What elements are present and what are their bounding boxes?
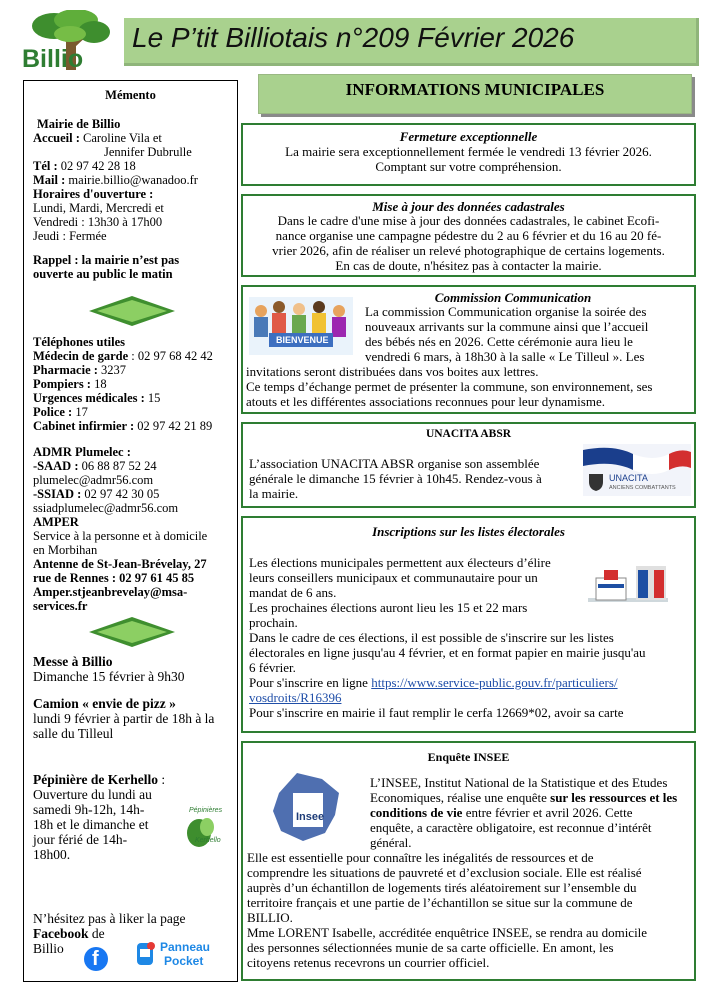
communication-line-2: nouveaux arrivants sur la commune ainsi que l’accueil <box>365 319 649 334</box>
insee-line-13: citoyens retenus recevrons un courrier officiel. <box>247 955 490 970</box>
rappel-line-2: ouverte au public le matin <box>33 267 173 281</box>
elections-line-6: Dans le cadre de ces élections, il est possible de s'inscrire sur les listes <box>249 630 614 645</box>
cabinet-line: Cabinet infirmier : 02 97 42 21 89 <box>33 419 213 433</box>
antenne-line-4: services.fr <box>33 599 88 613</box>
elections-line-7: électorales en ligne jusqu'au 4 février, et en format papier en mairie jusqu'au <box>249 645 646 660</box>
unacita-logo <box>583 444 691 496</box>
pepiniere-logo-text-2: Kerhello <box>195 837 221 844</box>
unacita-logo-subtext: ANCIENS COMBATTANTS <box>609 485 676 491</box>
horaires-title: Horaires d'ouverture : <box>33 187 154 201</box>
pepiniere-line-5: 18h00. <box>33 847 71 862</box>
unacita-line-1: L’association UNACITA ABSR organise son assemblée <box>249 456 540 471</box>
bienvenue-text: BIENVENUE <box>276 335 329 345</box>
unacita-box <box>241 422 696 508</box>
police-line: Police : 17 <box>33 405 88 419</box>
cadastre-line-2: nance organise une campagne pédestre du 2 au 6 février et du 16 au 20 fé- <box>275 228 662 243</box>
phone-icon <box>134 941 156 967</box>
crowd-icon <box>249 297 353 355</box>
amper-title: AMPER <box>33 515 79 529</box>
pompiers-line: Pompiers : 18 <box>33 377 107 391</box>
section-header <box>258 74 692 114</box>
fermeture-box <box>241 123 696 186</box>
pepiniere-line-4: jour férié de 14h- <box>33 832 128 847</box>
antenne-line-1: Antenne de St-Jean-Brévelay, 27 <box>33 557 207 571</box>
insee-line-1: L’INSEE, Institut National de la Statistique et des Etudes <box>370 775 668 790</box>
insee-logo-text: Insee <box>296 811 325 823</box>
france-map-icon <box>267 771 347 843</box>
insee-line-3: conditions de vie entre février et avril 2026. Cette <box>370 805 633 820</box>
service-public-link[interactable]: https://www.service-public.gouv.fr/particuliers/ <box>371 675 618 690</box>
insee-title: Enquête INSEE <box>427 750 510 764</box>
memento-sidebar <box>23 80 238 982</box>
accueil-line: Accueil : Caroline Vila et <box>33 131 162 145</box>
amper-line-2: en Morbihan <box>33 543 98 557</box>
accueil-line-2: Jennifer Dubrulle <box>104 145 192 159</box>
rappel-line-1: Rappel : la mairie n’est pas <box>33 253 180 267</box>
insee-line-6: Elle est essentielle pour connaître les inégalités de ressources et de <box>247 850 594 865</box>
communication-title: Commission Communication <box>434 290 592 305</box>
insee-line-10: BILLIO. <box>247 910 293 925</box>
elections-link-line-2 <box>249 690 341 705</box>
shield-icon <box>587 472 605 492</box>
communication-line-1: La commission Communication organise la soirée des <box>365 304 647 319</box>
elections-line-4: Les prochaines élections auront lieu les 15 et 22 mars <box>249 600 528 615</box>
cadastre-line-1: Dans le cadre d'une mise à jour des données cadastrales, le cabinet Ecofi- <box>277 213 660 228</box>
facebook-icon[interactable]: f <box>84 947 108 971</box>
messe-value: Dimanche 15 février à 9h30 <box>33 669 185 684</box>
elections-line-2: leurs conseillers municipaux et communautaire pour un <box>249 570 538 585</box>
ssiad-line: -SSIAD : 02 97 42 30 05 <box>33 487 160 501</box>
flag-icon <box>583 444 691 474</box>
communication-line-6: Ce temps d’échange permet de présenter la commune, son environnement, ses <box>246 379 653 394</box>
pocket-text: Pocket <box>164 954 204 968</box>
medecin-line: Médecin de garde : 02 97 68 42 42 <box>33 349 213 363</box>
communication-line-5: invitations seront distribuées dans vos boites aux lettres. <box>246 364 539 379</box>
communication-line-7: atouts et les différentes associations reconnues pour leur dynamisme. <box>246 394 605 409</box>
pepiniere-title-line: Pépinière de Kerhello : <box>33 772 166 787</box>
pepiniere-logo <box>179 803 229 851</box>
elections-box <box>241 516 696 733</box>
insee-line-8: auprès d’un échantillon de logements tirés aléatoirement sur l’ensemble du <box>247 880 637 895</box>
panneau-text: Panneau <box>160 940 211 954</box>
service-public-link-2[interactable]: vosdroits/R16396 <box>249 690 342 705</box>
fermeture-line-1: La mairie sera exceptionnellement fermée le vendredi 13 février 2026. <box>285 144 652 159</box>
tel-line: Tél : 02 97 42 28 18 <box>33 159 136 173</box>
elections-line-1: Les élections municipales permettent aux électeurs d’élire <box>249 555 551 570</box>
amper-line-1: Service à la personne et à domicile <box>33 529 208 543</box>
elections-line-3: mandat de 6 ans. <box>249 585 337 600</box>
insee-line-5: général. <box>370 835 412 850</box>
elections-title: Inscriptions sur les listes électorales <box>372 524 565 539</box>
communication-box <box>241 285 696 414</box>
unacita-title: UNACITA ABSR <box>425 428 512 440</box>
logo-text: Billio <box>22 45 84 73</box>
unacita-line-2: générale le dimanche 15 février à 10h45. Rendez-vous à <box>249 471 542 486</box>
ballot-box-icon <box>588 556 668 614</box>
newsletter-title: Le P’tit Billiotais n°209 Février 2026 <box>132 22 575 53</box>
fermeture-line-2: Comptant sur votre compréhension. <box>375 159 562 174</box>
unacita-line-3: la mairie. <box>249 486 299 501</box>
pepiniere-line-2: samedi 9h-12h, 14h- <box>33 802 145 817</box>
horaires-line-3: Jeudi : Fermée <box>33 229 107 243</box>
pharmacie-line: Pharmacie : 3237 <box>33 363 127 377</box>
panneau-pocket-logo[interactable] <box>134 939 214 969</box>
antenne-line-2: rue de Rennes : 02 97 61 45 85 <box>33 571 195 585</box>
elections-line-5: prochain. <box>249 615 298 630</box>
saad-line: -SAAD : 06 88 87 52 24 <box>33 459 157 473</box>
insee-line-7: comprendre les situations de pauvreté et d’exclusion sociale. Elle est réalisé <box>247 865 642 880</box>
camion-line-1: lundi 9 février à partir de 18h à la <box>33 711 215 726</box>
cadastre-line-4: En cas de doute, n'hésitez pas à contacter la mairie. <box>335 258 602 273</box>
communication-line-3: des bébés nés en 2026. Cette cérémonie aura lieu le <box>365 334 633 349</box>
insee-line-4: enquête, a caractère obligatoire, est reconnue d’intérêt <box>370 820 652 835</box>
facebook-line-3: Billio <box>33 941 64 956</box>
elections-line-10: Pour s'inscrire en mairie il faut remplir le cerfa 12669*02, avoir sa carte <box>249 705 624 720</box>
messe-title: Messe à Billio <box>33 654 113 669</box>
ssiad-mail: ssiadplumelec@admr56.com <box>33 501 179 515</box>
pepiniere-line-3: 18h et le dimanche et <box>33 817 149 832</box>
cadastre-line-3: vrier 2026, afin de réaliser un relevé photographique de certains logements. <box>272 243 665 258</box>
cadastre-box <box>241 194 696 277</box>
insee-line-11: Mme LORENT Isabelle, accréditée enquêtrice INSEE, se rendra au domicile <box>247 925 648 940</box>
insee-line-9: territoire français et une partie de l’échantillon se situe sur la commune de <box>247 895 633 910</box>
admr-title: ADMR Plumelec : <box>33 445 131 459</box>
insee-line-12: des personnes sélectionnées munie de sa carte officielle. En amont, les <box>247 940 614 955</box>
urgences-line: Urgences médicales : 15 <box>33 391 161 405</box>
facebook-line-1: N’hésitez pas à liker la page <box>33 911 186 926</box>
elections-line-9: Pour s'inscrire en ligne https://www.service-public.gouv.fr/particuliers/ <box>249 675 618 690</box>
diamond-divider-2 <box>87 615 177 649</box>
horaires-line-1: Lundi, Mardi, Mercredi et <box>33 201 164 215</box>
insee-line-2: Economiques, réalise une enquête sur les ressources et les <box>370 790 678 805</box>
pepiniere-logo-text-1: Pépinières <box>189 807 223 814</box>
insee-logo <box>267 771 347 843</box>
antenne-line-3: Amper.stjeanbrevelay@msa- <box>33 585 188 599</box>
insee-box <box>241 741 696 981</box>
telephones-utiles-title: Téléphones utiles <box>33 335 126 349</box>
camion-title: Camion « envie de pizz » <box>33 696 176 711</box>
mail-line: Mail : mairie.billio@wanadoo.fr <box>33 173 198 187</box>
saad-mail: plumelec@admr56.com <box>33 473 154 487</box>
section-title: INFORMATIONS MUNICIPALES <box>345 80 605 99</box>
memento-title: Mémento <box>105 88 156 102</box>
billio-logo <box>14 10 119 78</box>
horaires-line-2: Vendredi : 13h30 à 17h00 <box>33 215 163 229</box>
cadastre-title: Mise à jour des données cadastrales <box>372 199 565 214</box>
mairie-title: Mairie de Billio <box>37 117 121 131</box>
camion-line-2: salle du Tilleul <box>33 726 114 741</box>
newsletter-title-bar <box>124 18 699 66</box>
communication-line-4: vendredi 6 mars, à 18h30 à la salle « Le Tilleul ». Les <box>365 349 645 364</box>
pepiniere-line-1: Ouverture du lundi au <box>33 787 152 802</box>
unacita-logo-text: UNACITA <box>609 473 648 483</box>
bienvenue-image <box>249 297 353 355</box>
facebook-line-2: Facebook de <box>33 926 105 941</box>
elections-line-8: 6 février. <box>249 660 296 675</box>
diamond-divider <box>87 294 177 328</box>
fermeture-title: Fermeture exceptionnelle <box>399 129 538 144</box>
